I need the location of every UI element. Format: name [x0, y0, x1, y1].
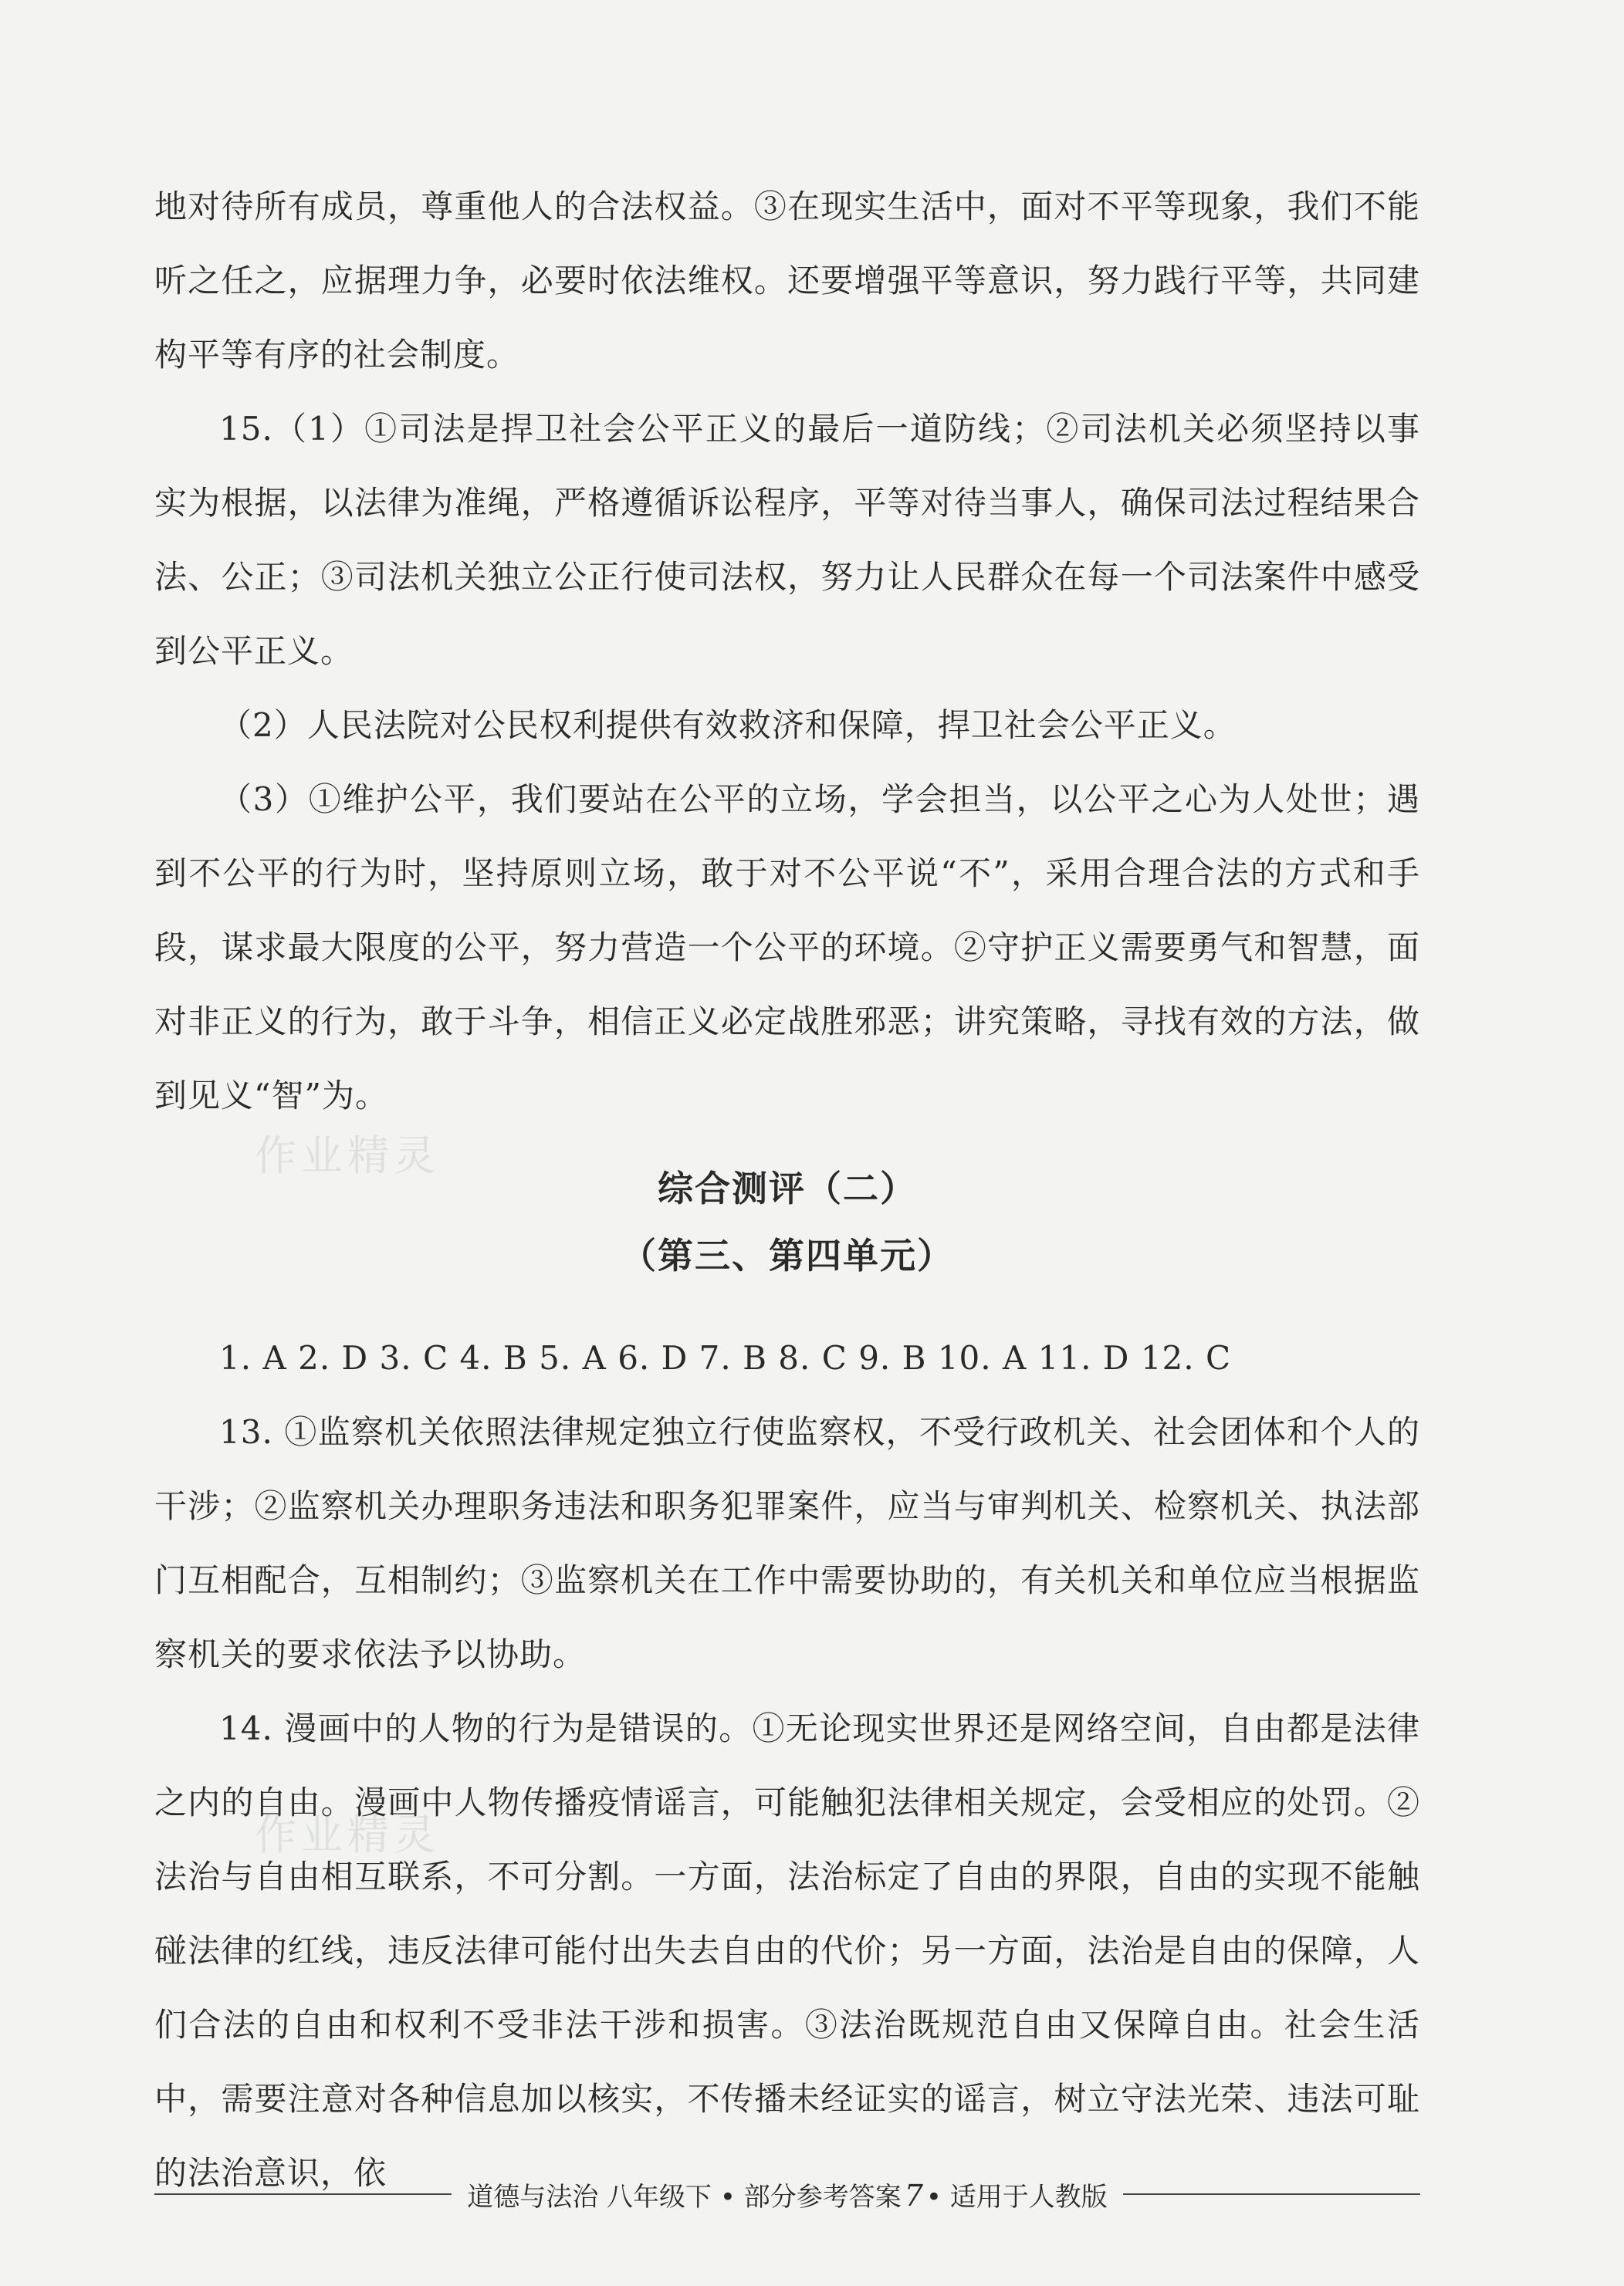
section-subtitle: （第三、第四单元） [621, 1235, 954, 1277]
answer-paragraph: 地对待所有成员，尊重他人的合法权益。③在现实生活中，面对不平等现象，我们不能听之任之，应据理力争，必要时依法维权。还要增强平等意识，努力践行平等，共同建构平等有序的社会制度。 [154, 188, 1420, 374]
footer-right-text: • 适用于人教版 [925, 2181, 1108, 2213]
answer-paragraph: 13. ①监察机关依照法律规定独立行使监察权，不受行政机关、社会团体和个人的干涉；②监察机关办理职务违法和职务犯罪案件，应当与审判机关、检察机关、执法部门互相配合，互相制约；③监察机关在工作中需要协助的，有关机关和单位应当根据监察机关的要求依法予以协助。 [154, 1413, 1420, 1673]
watermark-logo: 作业精灵 [255, 1811, 440, 1859]
page-content [154, 170, 1420, 2210]
footer-text [452, 2176, 1123, 2213]
page-number: 7 [904, 2178, 923, 2213]
watermark-logo: 作业精灵 [255, 1131, 440, 1180]
section-title: 综合测评（二） [658, 1168, 917, 1209]
page-footer [154, 2175, 1420, 2213]
answer-paragraph: 15.（1）①司法是捍卫社会公平正义的最后一道防线；②司法机关必须坚持以事实为根据，以法律为准绳，严格遵循诉讼程序，平等对待当事人，确保司法过程结果合法、公正；③司法机关独立公正行使司法权，努力让人民群众在每一个司法案件中感受到公平正义。 [154, 410, 1420, 670]
multiple-choice-answers: 1. A 2. D 3. C 4. B 5. A 6. D 7. B 8. C 9. B 10. A 11. D 12. C [219, 1339, 1232, 1377]
answer-paragraph: 14. 漫画中的人物的行为是错误的。①无论现实世界还是网络空间，自由都是法律之内的自由。漫画中人物传播疫情谣言，可能触犯法律相关规定，会受相应的处罚。②法治与自由相互联系，不可分割。一方面，法治标定了自由的界限，自由的实现不能触碰法律的红线，违反法律可能付出失去自由的代价；另一方面，法治是自由的保障，人们合法的自由和权利不受非法干涉和损害。③法治既规范自由又保障自由。社会生活中，需要注意对各种信息加以核实，不传播未经证实的谣言，树立守法光荣、违法可耻的法治意识，依 [154, 1709, 1420, 2192]
answer-paragraph: （2）人民法院对公民权利提供有效救济和保障，捍卫社会公平正义。 [219, 706, 1237, 744]
answer-paragraph: （3）①维护公平，我们要站在公平的立场，学会担当，以公平之心为人处世；遇到不公平的行为时，坚持原则立场，敢于对不公平说“不”，采用合理合法的方式和手段，谋求最大限度的公平，努力营造一个公平的环境。②守护正义需要勇气和智慧，面对非正义的行为，敢于斗争，相信正义必定战胜邪恶；讲究策略，寻找有效的方法，做到见义“智”为。 [154, 780, 1420, 1114]
answer-block-top [154, 170, 1420, 1133]
answer-block-bottom [154, 1321, 1420, 2210]
footer-rule-left [154, 2193, 452, 2195]
footer-left-text: 道德与法治 八年级下 • 部分参考答案 [467, 2181, 902, 2213]
footer-rule-right [1123, 2193, 1420, 2195]
